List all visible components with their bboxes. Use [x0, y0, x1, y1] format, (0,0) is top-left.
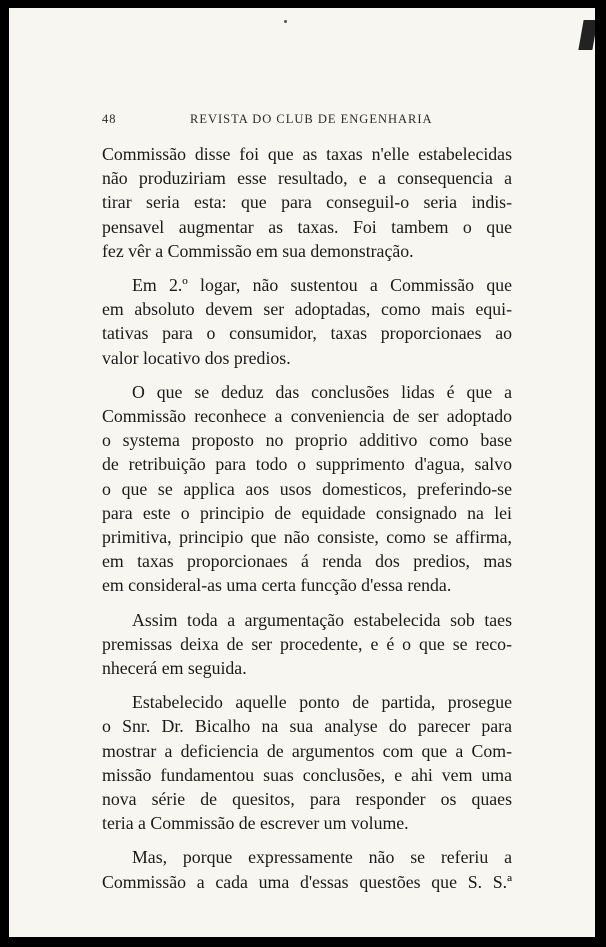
print-speck: [284, 20, 287, 23]
book-page: [9, 8, 595, 937]
text-line: Commissão disse foi que as taxas n'elle estabelecidas: [102, 144, 512, 164]
text-line: tativas para o consumidor, taxas proporcionaes ao: [102, 323, 512, 344]
paragraph: [102, 608, 512, 681]
text-line: em taxas proporcionaes á renda dos predios, mas: [102, 551, 512, 572]
text-line: não produziriam esse resultado, e a consequencia a: [102, 168, 512, 189]
text-line: primitiva, principio que não consiste, como se affirma,: [102, 527, 512, 548]
paragraph: [102, 273, 512, 370]
text-line: o Snr. Dr. Bicalho na sua analyse do parecer para: [102, 716, 512, 737]
text-line: o que se applica aos usos domesticos, preferindo-se: [102, 478, 512, 499]
paragraph: [102, 142, 512, 263]
text-line: mostrar a deficiencia de argumentos com que a Com-: [102, 740, 512, 761]
text-line: Assim toda a argumentação estabelecida sob taes: [132, 609, 512, 630]
text-line: nova série de quesitos, para responder os quaes: [102, 789, 512, 810]
text-line: missão fundamentou suas conclusões, e ahi vem uma: [102, 764, 512, 785]
text-line: tirar seria esta: que para conseguil-o seria indis-: [102, 192, 512, 213]
paragraph: [102, 845, 512, 893]
paragraph-gap: [102, 263, 512, 273]
text-line: Commissão a cada uma d'essas questões que S. S.ª: [102, 871, 512, 892]
text-line: premissas deixa de ser procedente, e é o que se reco-: [102, 633, 512, 654]
paragraph: [102, 690, 512, 835]
text-line: para este o principio de equidade consignado na lei: [102, 502, 512, 523]
running-title: REVISTA DO CLUB DE ENGENHARIA: [190, 112, 433, 126]
text-line: teria a Commissão de escrever um volume.: [102, 813, 409, 834]
paragraph-gap: [102, 680, 512, 690]
text-line: o systema proposto no proprio additivo como base: [102, 430, 512, 451]
text-line: Commissão reconhece a conveniencia de ser adoptado: [102, 406, 512, 427]
text-line: Mas, porque expressamente não se referiu a: [132, 847, 512, 868]
body-text: [102, 142, 512, 894]
page-edge-mark: [578, 20, 595, 50]
paragraph: [102, 380, 512, 598]
paragraph-gap: [102, 370, 512, 380]
text-line: valor locativo dos predios.: [102, 347, 291, 368]
text-line: fez vêr a Commissão em sua demonstração.: [102, 240, 414, 261]
paragraph-gap: [102, 835, 512, 845]
text-line: Estabelecido aquelle ponto de partida, prosegue: [132, 692, 512, 713]
text-line: em absoluto devem ser adoptadas, como mais equi-: [102, 299, 512, 320]
text-line: Em 2.º logar, não sustentou a Commissão que: [132, 275, 512, 296]
page-number: 48: [102, 112, 117, 126]
text-line: O que se deduz das conclusões lidas é que a: [132, 381, 512, 402]
text-line: pensavel augmentar as taxas. Foi tambem o que: [102, 216, 512, 237]
paragraph-gap: [102, 598, 512, 608]
text-line: em consideral-as uma certa funcção d'essa renda.: [102, 575, 452, 596]
text-line: nhecerá em seguida.: [102, 658, 247, 679]
text-line: de retribuição para todo o supprimento d'agua, salvo: [102, 454, 512, 475]
